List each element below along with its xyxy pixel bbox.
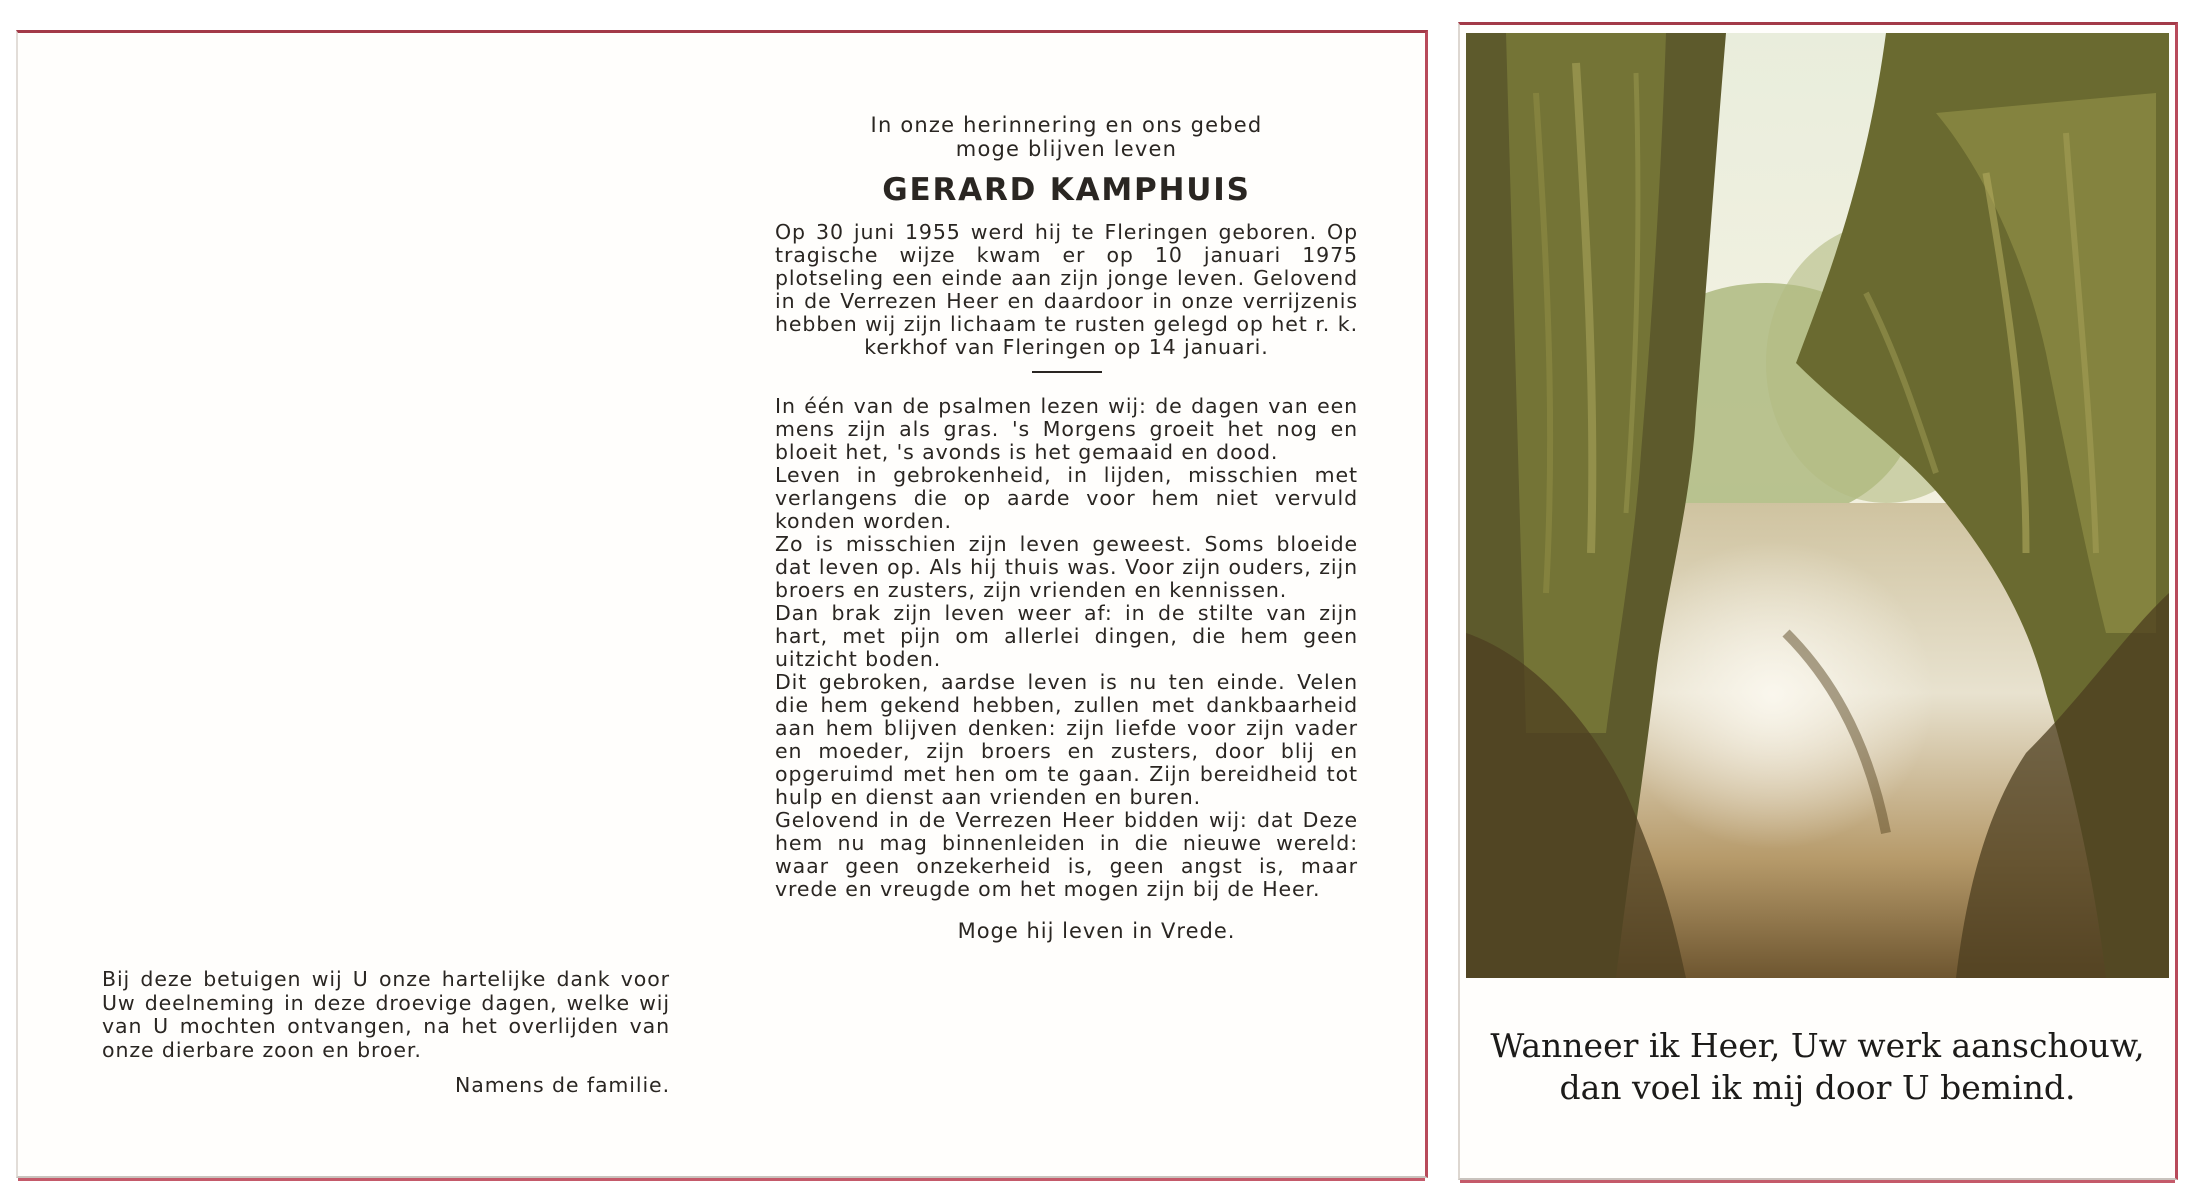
psalm-paragraph: In één van de psalmen lezen wij: de dagen van een mens zijn als gras. 's Morgens groeit het nog en bloeit het, 's avonds is het gemaaid en dood. — [775, 394, 1358, 464]
main-text-column — [775, 113, 1358, 943]
intro-text — [775, 113, 1358, 161]
closing-line: Moge hij leven in Vrede. — [957, 919, 1236, 943]
verse-line-1: Wanneer ik Heer, Uw werk aanschouw, — [1490, 1026, 2145, 1065]
divider-rule — [1032, 371, 1102, 373]
psalm-paragraph: Dit gebroken, aardse leven is nu ten einde. Velen die hem gekend hebben, zullen met dankbaarheid aan hem blijven denken: zijn liefde voor zijn vader en moeder, zijn broers en zusters, door blij en opgeruimd met hen om te gaan. Zijn bereidheid tot hulp en dienst aan vrienden en buren. — [775, 670, 1358, 809]
willow-pond-photo — [1466, 33, 2169, 978]
family-signature: Namens de familie. — [455, 1073, 670, 1097]
verse-line-2: dan voel ik mij door U bemind. — [1559, 1068, 2076, 1107]
deceased-name: GERARD KAMPHUIS — [882, 172, 1251, 208]
psalm-paragraph: Leven in gebrokenheid, in lijden, misschien met verlangens die op aarde voor hem niet vervuld konden worden. — [775, 463, 1358, 533]
memorial-card-cover — [1458, 22, 2178, 1180]
biography-paragraph: Op 30 juni 1955 werd hij te Fleringen geboren. Op tragische wijze kwam er op 10 januari 1975 plotseling een einde aan zijn jonge leven. Gelovend in de Verrezen Heer en daardoor in onze verrijzenis hebben wij zijn lichaam te rusten gelegd op het r. k. kerkhof van Fleringen op 14 januari. — [775, 220, 1358, 359]
intro-line-1: In onze herinnering en ons gebed — [870, 113, 1263, 137]
thanks-paragraph: Bij deze betuigen wij U onze hartelijke dank voor Uw deelneming in deze droevige dagen, welke wij van U mochten ontvangen, na het overlijden van onze dierbare zoon en broer. — [102, 967, 670, 1062]
psalm-paragraph: Dan brak zijn leven weer af: in de stilte van zijn hart, met pijn om allerlei dingen, die hem geen uitzicht boden. — [775, 601, 1358, 671]
intro-line-2: moge blijven leven — [955, 137, 1178, 161]
psalm-paragraph: Zo is misschien zijn leven geweest. Soms bloeide dat leven op. Als hij thuis was. Voor zijn ouders, zijn broers en zusters, zijn vrienden en kennissen. — [775, 532, 1358, 602]
psalm-paragraph: Gelovend in de Verrezen Heer bidden wij: dat Deze hem nu mag binnenleiden in die nieuwe wereld: waar geen onzekerheid is, geen angst is, maar vrede en vreugde om het mogen zijn bij de Heer. — [775, 808, 1358, 901]
psalm-reflection — [775, 395, 1358, 901]
verse-text — [1466, 1025, 2169, 1109]
willow-pond-illustration — [1466, 33, 2169, 978]
memorial-card-inside — [16, 30, 1428, 1178]
